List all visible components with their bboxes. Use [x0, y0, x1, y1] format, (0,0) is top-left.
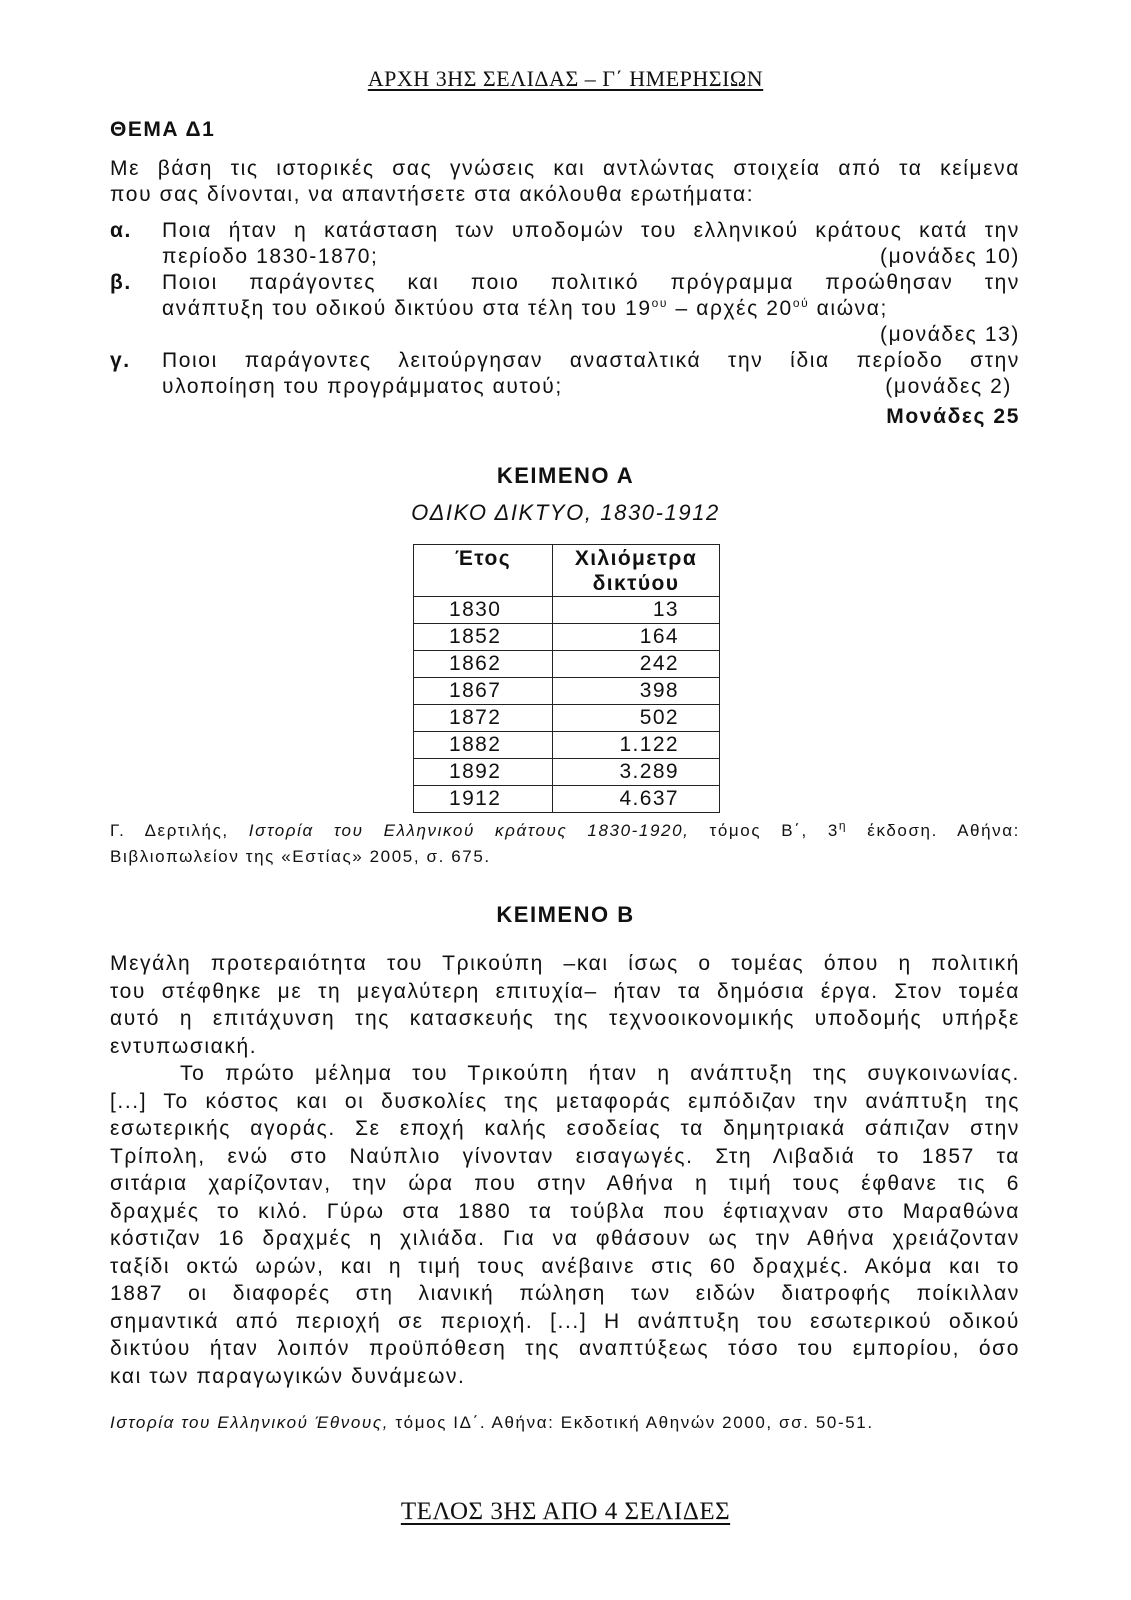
- table-title: ΟΔΙΚΟ ΔΙΚΤΥΟ, 1830-1912: [411, 500, 720, 525]
- passage-line: εντυπωσιακή.: [110, 1034, 258, 1058]
- passage-line: 1887 οι διαφορές στη λιανική πώληση των ειδών διατροφής ποίκιλλαν: [110, 1282, 1020, 1305]
- cell-km: 1.122: [553, 732, 720, 759]
- passage-line: του στέφθηκε με τη μεγαλύτερη επιτυχία– ήταν τα δημόσια έργα. Στον τομέα: [110, 979, 1020, 1003]
- passage-line: εσωτερικής αγοράς. Σε εποχή καλής εσοδείας τα δημητριακά σάπιζαν στην: [110, 1117, 1020, 1140]
- question-line: Ποιοι παράγοντες λειτούργησαν ανασταλτικά την ίδια περίοδο στην: [162, 349, 1020, 372]
- passage-line: σημαντικά από περιοχή σε περιοχή. [...] Η ανάπτυξη του εσωτερικού οδικού: [110, 1309, 1020, 1333]
- passage-line: δικτύου ήταν λοιπόν προϋπόθεση της αναπτύξεως τόσο του εμπορίου, όσο: [110, 1337, 1020, 1360]
- passage-line: Το πρώτο μέλημα του Τρικούπη ήταν η ανάπτυξη της συγκοινωνίας.: [180, 1062, 1020, 1085]
- cell-year: 1912: [414, 786, 553, 813]
- intro-line: Με βάση τις ιστορικές σας γνώσεις και αντλώντας στοιχεία από τα κείμενα: [110, 157, 1020, 180]
- question-line: υλοποίηση του προγράμματος αυτού;: [162, 375, 563, 398]
- cell-km: 13: [553, 597, 720, 624]
- cell-year: 1867: [414, 678, 553, 705]
- passage-line: και των παραγωγικών δυνάμεων.: [110, 1364, 466, 1388]
- table-row: [414, 651, 720, 678]
- passage-line: δραχμές το κιλό. Γύρω στα 1880 τα τούβλα που έφτιαχναν στο Μαραθώνα: [110, 1199, 1020, 1223]
- cell-year: 1882: [414, 732, 553, 759]
- cell-year: 1862: [414, 651, 553, 678]
- question-line: Ποιοι παράγοντες και ποιο πολιτικό πρόγραμμα προώθησαν την: [162, 271, 1020, 294]
- col-header-km: Χιλιόμετρα δικτύου: [553, 545, 720, 597]
- table-row: [414, 624, 720, 651]
- cell-km: 502: [553, 705, 720, 732]
- cell-km: 3.289: [553, 759, 720, 786]
- total-units: Μονάδες 25: [886, 405, 1020, 428]
- page-footer-text: ΤΕΛΟΣ 3ΗΣ ΑΠΟ 4 ΣΕΛΙΔΕΣ: [400, 1498, 731, 1525]
- source-b-citation: Ιστορία του Ελληνικού Έθνους, τόμος ΙΔ΄. Αθήνα: Εκδοτική Αθηνών 2000, σσ. 50-51.: [110, 1413, 874, 1432]
- passage-line: ταξίδι οκτώ ωρών, και η τιμή τους ανέβαινε στις 60 δραχμές. Ακόμα και το: [110, 1254, 1020, 1278]
- table-row: [414, 678, 720, 705]
- passage-line: Μεγάλη προτεραιότητα του Τρικούπη –και ίσως ο τομέας όπου η πολιτική: [110, 952, 1020, 975]
- question-line: Ποια ήταν η κατάσταση των υποδομών του ελληνικού κράτους κατά την: [162, 219, 1020, 242]
- page-footer: [0, 1498, 1131, 1526]
- question-marks: (μονάδες 2): [885, 375, 1012, 398]
- cell-year: 1830: [414, 597, 553, 624]
- table-row: [414, 597, 720, 624]
- cell-km: 242: [553, 651, 720, 678]
- intro-line: που σας δίνονται, να απαντήσετε στα ακόλουθα ερωτήματα:: [110, 183, 755, 206]
- question-marks: (μονάδες 10): [880, 245, 1020, 268]
- table-row: [414, 732, 720, 759]
- intro-paragraph: [110, 156, 1020, 208]
- question-label: β.: [110, 271, 132, 294]
- col-header-year: Έτος: [414, 545, 553, 597]
- question-label: α.: [110, 219, 132, 242]
- table-row: [414, 786, 720, 813]
- passage-line: σιτάρια χαρίζονταν, την ώρα που στην Αθήνα η τιμή τους έφθανε τις 6: [110, 1172, 1020, 1195]
- page-header-text: ΑΡΧΗ 3ΗΣ ΣΕΛΙΔΑΣ – Γ΄ ΗΜΕΡΗΣΙΩΝ: [367, 66, 764, 91]
- cell-year: 1852: [414, 624, 553, 651]
- cell-km: 4.637: [553, 786, 720, 813]
- question-line: περίοδο 1830-1870;: [162, 245, 379, 268]
- source-b-passage: [110, 950, 1020, 1390]
- cell-year: 1872: [414, 705, 553, 732]
- road-network-table: [413, 544, 720, 813]
- table-header-row: [414, 545, 720, 597]
- question-label: γ.: [110, 349, 131, 372]
- question-marks: (μονάδες 13): [880, 323, 1020, 346]
- passage-line: αυτό η επιτάχυνση της κατασκευής της τεχνοοικονομικής υποδομής υπήρξε: [110, 1007, 1020, 1030]
- table-row: [414, 759, 720, 786]
- theme-title: ΘΕΜΑ Δ1: [110, 118, 216, 141]
- passage-line: Τρίπολη, ενώ στο Ναύπλιο γίνονταν εισαγωγές. Στη Λιβαδιά το 1857 τα: [110, 1144, 1020, 1168]
- cell-year: 1892: [414, 759, 553, 786]
- cell-km: 164: [553, 624, 720, 651]
- source-a-heading: ΚΕΙΜΕΝΟ Α: [496, 463, 635, 488]
- page-header: [0, 66, 1131, 92]
- passage-line: κόστιζαν 16 δραχμές η χιλιάδα. Για να φθάσουν ως την Αθήνα χρειάζονταν: [110, 1227, 1020, 1250]
- question-line: ανάπτυξη του οδικού δικτύου στα τέλη του $19^{o\upsilon}$ – αρχές $20^{oύ}$ αιώνα;: [162, 296, 888, 320]
- source-b-heading: ΚΕΙΜΕΝΟ Β: [496, 902, 635, 927]
- cell-km: 398: [553, 678, 720, 705]
- passage-line: [...] Το κόστος και οι δυσκολίες της μεταφοράς εμπόδιζαν την ανάπτυξη της: [110, 1089, 1020, 1113]
- source-a-citation: Γ. Δερτιλής, Ιστορία του Ελληνικού κράτους 1830-1920, τόμος Β΄, $3^\eta$ έκδοση. Αθήνα: Βιβλιοπωλείον της «Εστίας» 2005, σ. 675.: [110, 818, 1020, 866]
- table-row: [414, 705, 720, 732]
